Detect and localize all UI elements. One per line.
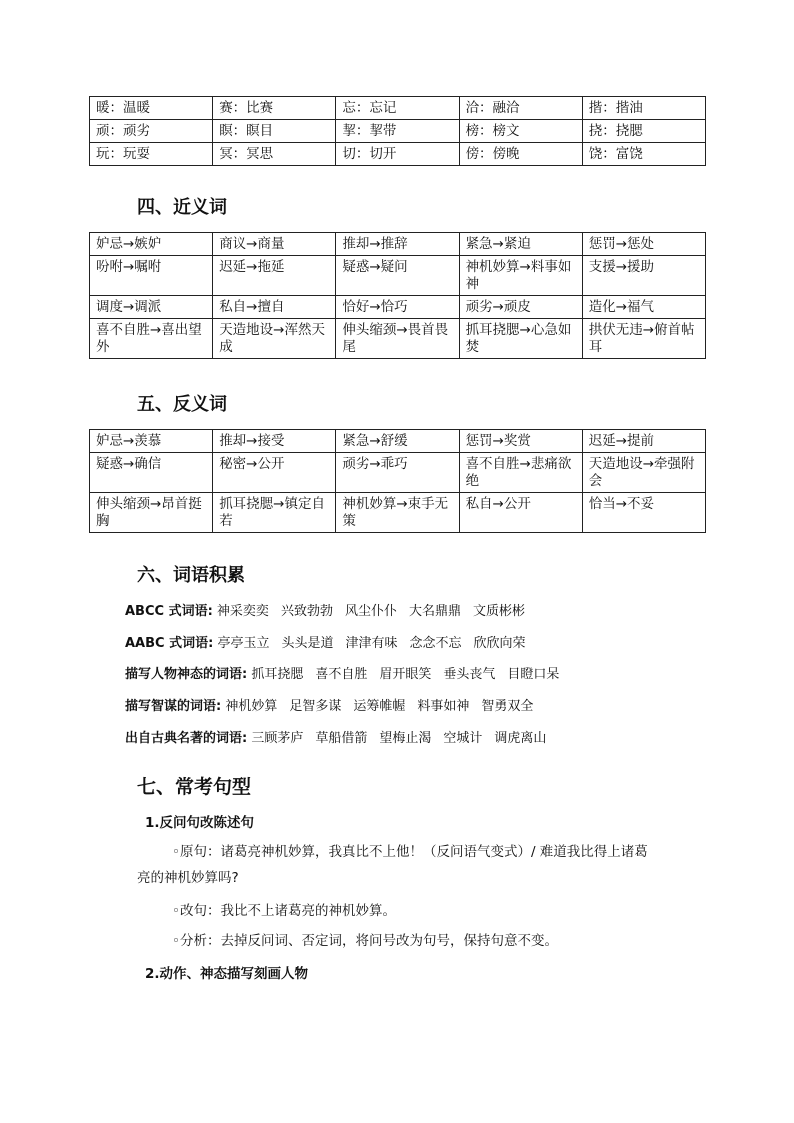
- table-row: [90, 430, 706, 453]
- vocab-word: 空城计: [443, 731, 483, 746]
- table-cell: 紧急→紧迫: [459, 233, 582, 256]
- vocab-line-items: [225, 699, 545, 714]
- table-cell: 恰好→恰巧: [336, 296, 459, 319]
- vocab-word: 风尘仆仆: [344, 604, 397, 619]
- vocab-word: 料事如神: [417, 699, 470, 714]
- table-cell: 紧急→舒缓: [336, 430, 459, 453]
- table-cell: 切：切开: [336, 143, 459, 166]
- table-cell: 抓耳挠腮→心急如焚: [459, 319, 582, 359]
- table-cell: 天造地设→浑然天成: [213, 319, 336, 359]
- vocab-word: 津津有味: [345, 636, 398, 651]
- table-cell: 迟延→拖延: [213, 256, 336, 296]
- table-cell: 忘：忘记: [336, 97, 459, 120]
- vocab-line-classics: [125, 727, 558, 746]
- table-row: [90, 319, 706, 359]
- vocab-line-label: ABCC 式词语:: [125, 604, 213, 619]
- table-cell: 迟延→提前: [582, 430, 705, 453]
- table-cell: 造化→福气: [582, 296, 705, 319]
- vocab-word: 足智多谋: [289, 699, 342, 714]
- table-cell: 喜不自胜→喜出望外: [90, 319, 213, 359]
- vocab-word: 目瞪口呆: [507, 667, 560, 682]
- table-cell: 顽劣→顽皮: [459, 296, 582, 319]
- vocab-line-abcc: [125, 600, 537, 619]
- table-cell: 吩咐→嘱咐: [90, 256, 213, 296]
- table-cell: 揩：揩油: [582, 97, 705, 120]
- vocab-word: 垂头丧气: [443, 667, 496, 682]
- vocab-word: 欣欣向荣: [473, 636, 526, 651]
- vocab-line-label: 出自古典名著的词语:: [125, 731, 248, 746]
- vocab-word: 喜不自胜: [315, 667, 368, 682]
- table-cell: 神机妙算→料事如神: [459, 256, 582, 296]
- table-cell: 饶：富饶: [582, 143, 705, 166]
- section-title-antonyms: 五、反义词: [137, 394, 227, 415]
- changed-sentence: ◦改句：我比不上诸葛亮的神机妙算。: [172, 903, 396, 919]
- table-cell: 瞑：瞑目: [213, 120, 336, 143]
- table-row: [90, 97, 706, 120]
- table-row: [90, 493, 706, 533]
- table-cell: 疑惑→疑问: [336, 256, 459, 296]
- table-row: [90, 296, 706, 319]
- table-cell: 调度→调派: [90, 296, 213, 319]
- table-cell: 私自→公开: [459, 493, 582, 533]
- vocab-word: 运筹帷幄: [353, 699, 406, 714]
- table-cell: 挠：挠腮: [582, 120, 705, 143]
- table-cell: 喜不自胜→悲痛欲绝: [459, 453, 582, 493]
- table-cell: 神机妙算→束手无策: [336, 493, 459, 533]
- vocab-word: 文质彬彬: [472, 604, 525, 619]
- vocab-line-aabc: [125, 632, 538, 651]
- table-row: [90, 233, 706, 256]
- table-cell: 推却→接受: [213, 430, 336, 453]
- table-cell: 冥：冥思: [213, 143, 336, 166]
- vocab-line-items: [251, 667, 571, 682]
- word-table-polyphonic: [89, 96, 706, 166]
- table-cell: 恰当→不妥: [582, 493, 705, 533]
- table-cell: 惩罚→惩处: [582, 233, 705, 256]
- original-sentence-line2: 亮的神机妙算吗?: [137, 870, 239, 886]
- table-cell: 玩：玩耍: [90, 143, 213, 166]
- vocab-word: 草船借箭: [315, 731, 368, 746]
- vocab-word: 兴致勃勃: [280, 604, 333, 619]
- vocab-word: 智勇双全: [481, 699, 534, 714]
- vocab-line-items: [217, 604, 537, 619]
- table-row: [90, 143, 706, 166]
- table-cell: 秘密→公开: [213, 453, 336, 493]
- vocab-line-expression: [125, 663, 571, 682]
- vocab-word: 亭亭玉立: [217, 636, 270, 651]
- table-row: [90, 256, 706, 296]
- vocab-word: 眉开眼笑: [379, 667, 432, 682]
- vocab-line-wisdom: [125, 695, 545, 714]
- table-cell: 私自→擅自: [213, 296, 336, 319]
- table-cell: 赛：比赛: [213, 97, 336, 120]
- table-cell: 榜：榜文: [459, 120, 582, 143]
- vocab-word: 调虎离山: [494, 731, 547, 746]
- antonym-table: [89, 429, 706, 533]
- vocab-word: 念念不忘: [409, 636, 462, 651]
- table-cell: 伸头缩颈→昂首挺胸: [90, 493, 213, 533]
- table-cell: 拱伏无违→俯首帖耳: [582, 319, 705, 359]
- table-cell: 商议→商量: [213, 233, 336, 256]
- vocab-word: 神机妙算: [225, 699, 278, 714]
- table-cell: 傍：傍晚: [459, 143, 582, 166]
- table-row: [90, 453, 706, 493]
- subsection-title-rhetorical: 1.反问句改陈述句: [145, 815, 255, 831]
- section-title-sentence-patterns: 七、常考句型: [137, 776, 252, 798]
- table-cell: 顽：顽劣: [90, 120, 213, 143]
- vocab-word: 神采奕奕: [216, 604, 269, 619]
- table-cell: 妒忌→羡慕: [90, 430, 213, 453]
- table-cell: 洽：融洽: [459, 97, 582, 120]
- table-cell: 支援→援助: [582, 256, 705, 296]
- table-cell: 疑惑→确信: [90, 453, 213, 493]
- analysis-sentence: ◦分析：去掉反问词、否定词，将问号改为句号，保持句意不变。: [172, 933, 558, 949]
- vocab-line-items: [217, 636, 537, 651]
- subsection-title-description: 2.动作、神态描写刻画人物: [145, 966, 309, 982]
- vocab-word: 抓耳挠腮: [251, 667, 304, 682]
- table-cell: 推却→推辞: [336, 233, 459, 256]
- original-sentence-line1: ◦原句：诸葛亮神机妙算，我真比不上他！（反问语气变式）/ 难道我比得上诸葛: [172, 844, 648, 860]
- vocab-line-items: [251, 731, 558, 746]
- table-cell: 暖：温暖: [90, 97, 213, 120]
- table-cell: 天造地设→牵强附会: [582, 453, 705, 493]
- table-cell: 妒忌→嫉妒: [90, 233, 213, 256]
- section-title-synonyms: 四、近义词: [137, 197, 227, 218]
- vocab-word: 三顾茅庐: [251, 731, 304, 746]
- table-cell: 挈：挈带: [336, 120, 459, 143]
- vocab-line-label: 描写智谋的词语:: [125, 699, 222, 714]
- table-row: [90, 120, 706, 143]
- vocab-word: 大名鼎鼎: [408, 604, 461, 619]
- table-cell: 抓耳挠腮→镇定自若: [213, 493, 336, 533]
- section-title-word-accumulation: 六、词语积累: [137, 565, 245, 586]
- vocab-line-label: AABC 式词语:: [125, 636, 214, 651]
- table-cell: 顽劣→乖巧: [336, 453, 459, 493]
- table-cell: 伸头缩颈→畏首畏尾: [336, 319, 459, 359]
- vocab-word: 头头是道: [281, 636, 334, 651]
- vocab-word: 望梅止渴: [379, 731, 432, 746]
- vocab-line-label: 描写人物神态的词语:: [125, 667, 248, 682]
- table-cell: 惩罚→奖赏: [459, 430, 582, 453]
- synonym-table: [89, 232, 706, 359]
